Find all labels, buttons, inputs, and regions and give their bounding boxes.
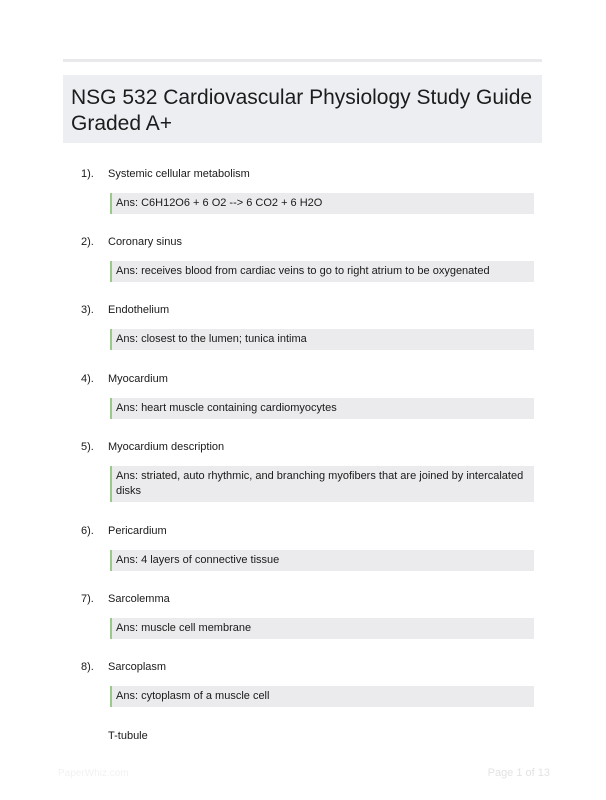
answer-box: Ans: closest to the lumen; tunica intima [110, 329, 534, 350]
question-number: 2). [81, 236, 94, 248]
page-title: NSG 532 Cardiovascular Physiology Study Guide Graded A+ [71, 86, 533, 135]
question-text: Myocardium [108, 373, 168, 385]
answer-box: Ans: 4 layers of connective tissue [110, 550, 534, 571]
question-number: 5). [81, 441, 94, 453]
question-text: Sarcoplasm [108, 661, 167, 673]
answer-box: Ans: receives blood from cardiac veins to go to right atrium to be oxygenated [110, 261, 534, 282]
answer-box: Ans: striated, auto rhythmic, and branching myofibers that are joined by intercalated disks [110, 466, 534, 502]
question-text: Coronary sinus [108, 236, 182, 248]
answer-box: Ans: muscle cell membrane [110, 618, 534, 639]
question-text: Sarcolemma [108, 593, 170, 605]
question-number: 1). [81, 168, 94, 180]
question-text: Pericardium [108, 525, 167, 537]
question-text: T-tubule [108, 730, 148, 742]
page-indicator: Page 1 of 13 [487, 767, 550, 779]
answer-box: Ans: C6H12O6 + 6 O2 --> 6 CO2 + 6 H2O [110, 193, 534, 214]
question-number: 7). [81, 593, 94, 605]
question-number: 8). [81, 661, 94, 673]
question-number: 4). [81, 373, 94, 385]
answer-box: Ans: cytoplasm of a muscle cell [110, 686, 534, 707]
answer-box: Ans: heart muscle containing cardiomyocytes [110, 398, 534, 419]
question-text: Endothelium [108, 304, 170, 316]
header-divider [63, 59, 542, 62]
title-banner [63, 75, 542, 143]
watermark-site: PaperWhiz.com [58, 768, 129, 779]
question-text: Systemic cellular metabolism [108, 168, 250, 180]
question-text: Myocardium description [108, 441, 225, 453]
question-number: 3). [81, 304, 94, 316]
question-number: 6). [81, 525, 94, 537]
